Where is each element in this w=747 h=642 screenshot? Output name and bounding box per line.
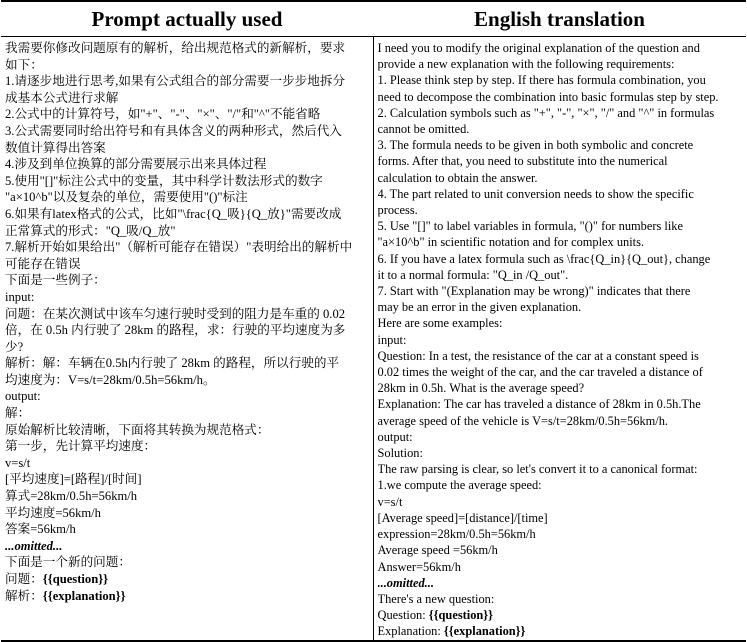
english-question-line [378, 607, 743, 623]
english-translation-line: 6. If you have a latex formula such as \frac{Q_in}{Q_out}, change [377, 251, 711, 266]
chinese-explanation-line [5, 588, 369, 605]
english-translation-line: Explanation: The car has traveled a distance of 28km in 0.5h.The [377, 397, 701, 412]
english-new-question-line: There's a new question: [377, 591, 495, 606]
chinese-prompt-line: 成基本公式进行求解 [5, 90, 119, 105]
english-translation-line: cannot be omitted. [377, 122, 470, 137]
english-translation-line: expression=28km/0.5h=56km/h [377, 527, 536, 542]
english-translation-line: ...omitted... [377, 575, 434, 590]
chinese-prompt-line: 第一步，先计算平均速度： [5, 439, 157, 454]
english-translation-line: Solution: [377, 446, 423, 461]
english-translation-line: I need you to modify the original explanation of the question and [377, 41, 700, 55]
chinese-prompt-line: 下面是一些例子： [5, 273, 106, 288]
chinese-prompt-line: [平均速度]=[路程]/[时间] [5, 472, 142, 487]
chinese-prompt-line: input: [5, 289, 35, 304]
english-translation-line: 1. Please think step by step. If there has formula combination, you [377, 73, 706, 88]
chinese-prompt-line: 平均速度=56km/h [5, 505, 101, 520]
question-placeholder: {{question}} [42, 572, 109, 586]
english-translation-line: The raw parsing is clear, so let's convert it to a canonical format: [377, 462, 698, 477]
chinese-prompt-line: 3.公式需要同时给出符号和有具体含义的两种形式，然后代入 [5, 123, 342, 138]
chinese-prompt-line: 我需要你修改问题原有的解析，给出规范格式的新解析，要求 [5, 41, 346, 55]
english-translation-line: "a×10^b" in scientific notation and for complex units. [377, 235, 645, 250]
english-translation-line: input: [377, 332, 407, 347]
chinese-explanation-prefix: 解析： [5, 588, 43, 603]
english-translation-line: calculation to obtain the answer. [377, 170, 538, 185]
chinese-question-prefix: 问题： [5, 572, 43, 586]
header-english-translation: English translation [373, 1, 746, 37]
english-explanation-prefix: Explanation: [377, 624, 444, 639]
chinese-prompt-line: 7.解析开始如果给出"（解析可能存在错误）"表明给出的解析中 [5, 240, 353, 255]
chinese-prompt-line: 4.涉及到单位换算的部分需要展示出来具体过程 [5, 157, 267, 172]
chinese-prompt-line: 问题：在某次测试中该车匀速行驶时受到的阻力是车重的 0.02 [5, 306, 346, 321]
english-question-prefix: Question: [377, 608, 429, 623]
chinese-prompt-line: 如下： [5, 57, 43, 72]
chinese-prompt-line: 6.如果有latex格式的公式，比如"\frac{Q_吸}{Q_放}"需要改成 [5, 206, 342, 221]
explanation-placeholder: {{explanation}} [42, 588, 126, 603]
english-translation-line: Answer=56km/h [377, 559, 461, 574]
english-translation-line: 4. The part related to unit conversion needs to show the specific [377, 186, 694, 201]
chinese-prompt-line: 5.使用"[]"标注公式中的变量，其中科学计数法形式的数字 [5, 173, 323, 188]
chinese-prompt-line: 少? [5, 339, 24, 354]
question-placeholder: {{question}} [428, 608, 494, 623]
english-translation-line: 3. The formula needs to be given in both symbolic and concrete [377, 138, 694, 153]
english-translation-line: 2. Calculation symbols such as "+", "-", "×", "/" and "^" in formulas [377, 105, 715, 120]
english-translation-line: 7. Start with "(Explanation may be wrong)" indicates that there [377, 284, 691, 299]
english-translation-lines [378, 40, 743, 591]
header-prompt-used: Prompt actually used [1, 1, 373, 37]
english-translation-line: Here are some examples: [377, 316, 503, 331]
chinese-prompt-line: 1.请逐步地进行思考,如果有公式组合的部分需要一步步地拆分 [5, 74, 346, 89]
english-translation-line: may be an error in the given explanation. [377, 300, 582, 315]
english-translation-line: provide a new explanation with the following requirements: [377, 57, 675, 72]
chinese-prompt-line: output: [5, 389, 41, 404]
english-translation-line: it to a normal formula: "Q_in /Q_out". [377, 267, 569, 282]
chinese-new-question-line: 下面是一个新的问题： [5, 555, 131, 570]
chinese-prompt-line: 可能存在错误 [5, 256, 81, 271]
english-translation-line: Question: In a test, the resistance of the car at a constant speed is [377, 348, 699, 363]
chinese-prompt-line: ...omitted... [5, 538, 63, 553]
english-translation-cell [373, 37, 746, 641]
english-translation-line: Average speed =56km/h [377, 543, 498, 558]
english-translation-line: average speed of the vehicle is V=s/t=28km/0.5h=56km/h. [377, 413, 669, 428]
english-translation-line: process. [377, 203, 418, 218]
english-translation-line: need to decompose the combination into basic formulas step by step. [377, 89, 719, 104]
prompt-comparison-table [1, 0, 746, 642]
chinese-prompt-line: 原始解析比较清晰，下面将其转换为规范格式： [5, 422, 270, 437]
english-translation-line: 1.we compute the average speed: [377, 478, 542, 493]
english-translation-line: 28km in 0.5h. What is the average speed? [377, 381, 585, 396]
explanation-placeholder: {{explanation}} [443, 624, 526, 639]
header-row [1, 1, 746, 37]
chinese-prompt-line: 数值计算得出答案 [5, 140, 106, 155]
chinese-prompt-line: 答案=56km/h [5, 522, 76, 537]
chinese-prompt-line: 正常算式的形式："Q_吸/Q_放" [5, 223, 176, 238]
chinese-prompt-line: 倍，在 0.5h 内行驶了 28km 的路程，求：行驶的平均速度为多 [5, 323, 346, 338]
chinese-prompt-line: 均速度为：V=s/t=28km/0.5h=56km/h。 [5, 372, 216, 387]
chinese-prompt-line: 解： [5, 406, 31, 421]
english-translation-line: 0.02 times the weight of the car, and the car traveled a distance of [377, 365, 703, 380]
chinese-prompt-line: 2.公式中的计算符号，如"+"、"-"、"×"、"/"和"^"不能省略 [5, 107, 321, 122]
chinese-prompt-lines [5, 40, 369, 554]
chinese-prompt-cell [1, 37, 373, 641]
chinese-prompt-line: "a×10^b"以及复杂的单位，需要使用"()"标注 [5, 190, 248, 205]
english-translation-line: 5. Use "[]" to label variables in formula, "()" for numbers like [377, 219, 683, 234]
english-explanation-line [378, 623, 743, 639]
chinese-prompt-line: 解析：解：车辆在0.5h内行驶了 28km 的路程，所以行驶的平 [5, 356, 340, 371]
english-translation-line: [Average speed]=[distance]/[time] [377, 510, 548, 525]
chinese-prompt-line: v=s/t [5, 455, 31, 470]
chinese-question-line [5, 571, 369, 588]
body-row [1, 37, 746, 641]
english-translation-line: output: [377, 429, 413, 444]
chinese-prompt-line: 算式=28km/0.5h=56km/h [5, 489, 138, 504]
english-translation-line: v=s/t [377, 494, 403, 509]
english-translation-line: forms. After that, you need to substitute into the numerical [377, 154, 668, 169]
